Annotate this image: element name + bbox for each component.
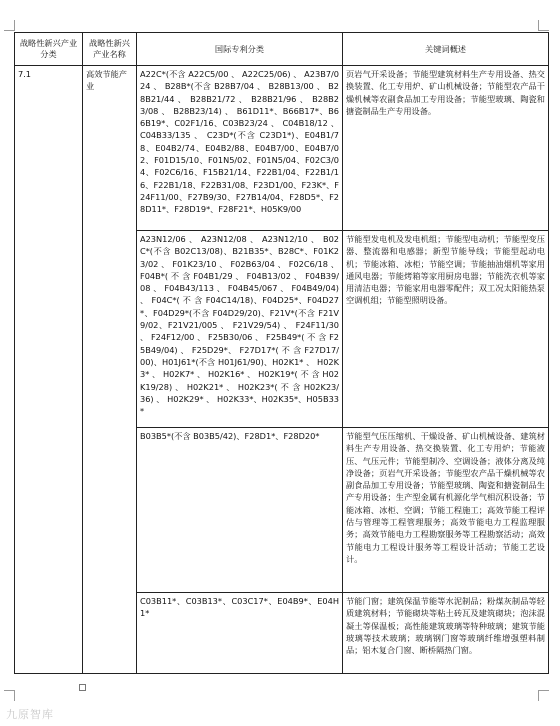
page-corner-mark xyxy=(4,20,15,31)
watermark-text: 九原智库 xyxy=(6,708,54,721)
keywords-cell: 节能型气压压缩机、干燥设备、矿山机械设备、建筑材料生产专用设备、热交换装置、化工专用炉；节能液压、气压元件；节能型制冷、空调设备；液体分离及纯净设备；页岩气开采设备；节能型农产品干燥机械等农副食品加工专用设备；节能型玻璃、陶瓷和搪瓷制品生产专用设备；生产型金属有机源化学气相沉积设备；节能冰箱、冰柜、空调；节能工程施工；高效节能工程评估与管理等工程管理服务；高效节能电力工程监理服务；高效节能电力工程勘察服务等工程勘察活动；高效节能电力工程设计服务等工程设计活动；节能工艺设计。 xyxy=(343,428,549,593)
page-corner-mark xyxy=(4,690,15,701)
ipc-cell: C03B11*、C03B13*、C03C17*、E04B9*、E04H1* xyxy=(137,593,343,674)
ipc-cell: A22C*(不含 A22C5/00 、 A22C25/06) 、 A23B7/024 、 B28B*(不含 B28B7/04 、 B28B13/00 、 B28B21/44 、 B28B21/72 、 B28B21/96 、 B28B23/08 、 B28B23/14) 、 B61D11*、B66B17*、B66B19*、C02F1/16、C03B23/24 、 C04B18/12 、 C04B33/135 、 C23D*(不含 C23D1*)、E04B1/78、E04B2/74、E04B2/88、E04B7/00、E04B7/02、F01D15/10、F01N5/02、F01N5/04、F02C3/04、F02C6/16、F15B21/14、F22B1/04、F22B1/16、F22B1/18、F22B31/08、F23D1/00、F23K*、F24F11/00、F27B9/30、F27B14/04、F28D5*、F28D11*、F28D19*、F28F21*、H05K9/00 xyxy=(137,66,343,231)
header-category: 战略性新兴产业分类 xyxy=(15,33,83,66)
page-corner-mark xyxy=(538,20,549,31)
keywords-cell: 节能型发电机及发电机组；节能型电动机；节能型变压器、整流器和电感器；新型节能导线；节能型起动电机；节能冰箱、冰柜；节能空调；节能抽油烟机等家用通风电器；节能烤箱等家用厨房电器；节能洗衣机等家用清洁电器；节能家用电器零配件；双工况太阳能热泵空调机组；节能型照明设备。 xyxy=(343,231,549,428)
header-ipc: 国际专利分类 xyxy=(137,33,343,66)
ipc-cell: B03B5*(不含 B03B5/42)、F28D1*、F28D20* xyxy=(137,428,343,593)
table-header-row xyxy=(15,33,549,66)
patent-classification-table xyxy=(14,32,549,674)
table-row xyxy=(15,66,549,231)
keywords-cell: 页岩气开采设备；节能型建筑材料生产专用设备、热交换装置、化工专用炉、矿山机械设备；节能型农产品干燥机械等农副食品加工专用设备；节能型玻璃、陶瓷和搪瓷制品生产专用设备。 xyxy=(343,66,549,231)
keywords-cell: 节能门窗；建筑保温节能等水泥制品；粉煤灰制品等轻质建筑材料；节能砌块等粘土砖瓦及建筑砌块；泡沫混凝土等保温板；高性能建筑玻璃等特种玻璃；建筑节能玻璃等技术玻璃；玻璃钢门窗等玻璃纤维增强塑料制品；铝木复合门窗、断桥隔热门窗。 xyxy=(343,593,549,674)
ipc-cell: A23N12/06 、 A23N12/08 、 A23N12/10 、 B02C*(不含 B02C13/08)、B21B35*、B28C*、F01K23/02 、 F01K23/10 、 F02B63/04 、 F02C6/18 、 F04B*( 不 含 F04B1/29 、 F04B13/02 、 F04B39/08 、 F04B43/113 、 F04B45/067 、 F04B49/04) 、 F04C*( 不 含 F04C14/18)、F04D25*、F04D27*、F04D29*(不含 F04D29/20)、F21V*(不含 F21V9/02、F21V21/005 、 F21V29/54) 、 F24F11/30 、 F24F12/00 、 F25B30/06 、 F25B49*( 不 含 F25B49/04) 、 F25D29*、 F27D17*( 不 含 F27D17/00)、H01J61*(不含 H01J61/90)、H02K1* 、 H02K3* 、 H02K7* 、 H02K16* 、 H02K19*( 不 含 H02K19/28) 、 H02K21* 、 H02K23*( 不 含 H02K23/36) 、 H02K29* 、 H02K33*、H02K35*、H05B33* xyxy=(137,231,343,428)
table-resize-handle[interactable] xyxy=(79,684,86,691)
industry-name: 高效节能产业 xyxy=(83,66,137,674)
category-code: 7.1 xyxy=(15,66,83,674)
header-industry-name: 战略性新兴产业名称 xyxy=(83,33,137,66)
header-keywords: 关键词概述 xyxy=(343,33,549,66)
page-corner-mark xyxy=(538,690,549,701)
